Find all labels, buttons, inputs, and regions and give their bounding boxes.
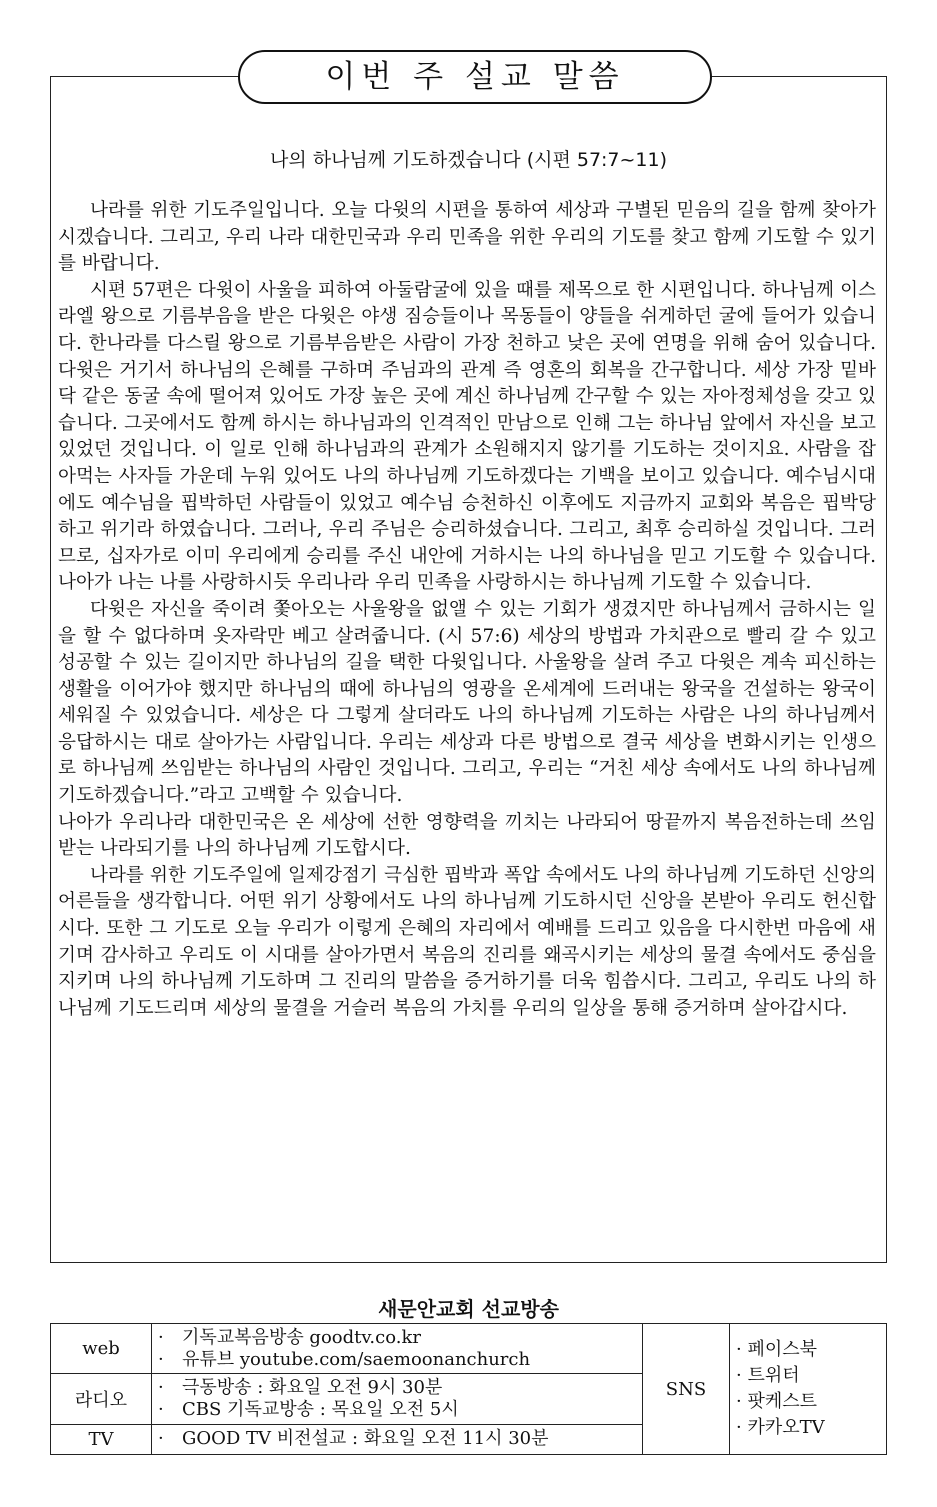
list-item [158, 1327, 636, 1349]
list-item [158, 1349, 636, 1371]
item-text: 극동방송 : 화요일 오전 9시 30분 [182, 1377, 443, 1399]
sermon-paragraph: 시편 57편은 다윗이 사울을 피하여 아둘람굴에 있을 때를 제목으로 한 시편입니다. 하나님께 이스라엘 왕으로 기름부음을 받은 다윗은 야생 짐승들이나 목동들이 양들을 쉬게하던 굴에 들어가 있습니다. 한나라를 다스릴 왕으로 기름부음받은 사람이 가장 천하고 낮은 곳에 연명을 위해 숨어 있습니다. 다윗은 거기서 하나님의 은혜를 구하며 주님과의 관계 즉 영혼의 회복을 간구합니다. 세상 가장 밑바닥 같은 동굴 속에 떨어져 있어도 가장 높은 곳에 계신 하나님께 간구할 수 있는 자아정체성을 갖고 있습니다. 그곳에서도 함께 하시는 하나님과의 인격적인 만남으로 인해 그는 하나님 앞에서 자신을 보고 있었던 것입니다. 이 일로 인해 하나님과의 관계가 소원해지지 않기를 기도하는 것이지요. 사람을 잡아먹는 사자들 가운데 누워 있어도 나의 하나님께 기도하겠다는 기백을 보이고 있습니다. 예수님시대에도 예수님을 핍박하던 사람들이 있었고 예수님 승천하신 이후에도 지금까지 교회와 복음은 핍박당하고 위기라 하였습니다. 그러나, 우리 주님은 승리하셨습니다. 그리고, 최후 승리하실 것입니다. 그러므로, 십자가로 이미 우리에게 승리를 주신 내안에 거하시는 나의 하나님을 믿고 기도할 수 있습니다. 나아가 나는 나를 사랑하시듯 우리나라 우리 민족을 사랑하시는 하나님께 기도할 수 있습니다. [58, 279, 876, 594]
sermon-title: 나의 하나님께 기도하겠습니다 (시편 57:7~11) [269, 149, 668, 171]
sermon-paragraph: 다윗은 자신을 죽이려 쫓아오는 사울왕을 없앨 수 있는 기회가 생겼지만 하나님께서 금하시는 일을 할 수 없다하며 옷자락만 베고 살려줍니다. (시 57:6) 세상의 방법과 가치관으로 빨리 갈 수 있고 성공할 수 있는 길이지만 하나님의 길을 택한 다윗입니다. 사울왕을 살려 주고 다윗은 계속 피신하는 생활을 이어가야 했지만 하나님의 때에 하나님의 영광을 온세계에 드러내는 왕국을 건설하는 왕국이 세워질 수 있었습니다. 세상은 다 그렇게 살더라도 나의 하나님께 기도하는 사람은 나의 하나님께서 응답하시는 대로 살아가는 사람입니다. 우리는 세상과 다른 방법으로 결국 세상을 변화시키는 인생으로 하나님께 쓰임받는 하나님의 사람인 것입니다. 그리고, 우리는 “거친 세상 속에서도 나의 하나님께 기도하겠습니다.”라고 고백할 수 있습니다. [58, 598, 876, 807]
bullet: · [158, 1377, 164, 1399]
sns-item: · 페이스북 [736, 1339, 817, 1360]
table-row [51, 1324, 887, 1374]
sermon-paragraph: 나라를 위한 기도주일에 일제강점기 극심한 핍박과 폭압 속에서도 나의 하나님께 기도하던 신앙의 어른들을 생각합니다. 어떤 위기 상황에서도 나의 하나님께 기도하시던 신앙을 본받아 우리도 헌신합시다. 또한 그 기도로 오늘 우리가 이렇게 은혜의 자리에서 예배를 드리고 있음을 다시한번 마음에 새기며 감사하고 우리도 이 시대를 살아가면서 복음의 진리를 왜곡시키는 세상의 물결 속에서도 중심을 지키며 나의 하나님께 기도하며 그 진리의 말씀을 증거하기를 더욱 힘씁시다. 그리고, 우리도 나의 하나님께 기도드리며 세상의 물결을 거슬러 복음의 가치를 우리의 일상을 통해 증거하며 살아갑시다. [58, 864, 876, 1019]
list-item [158, 1399, 636, 1421]
broadcast-table [50, 1323, 887, 1455]
item-text: 기독교복음방송 goodtv.co.kr [182, 1326, 421, 1348]
bullet: · [158, 1326, 164, 1348]
sermon-body [58, 198, 876, 1022]
list-item [158, 1377, 636, 1399]
list-item [158, 1428, 636, 1450]
broadcast-heading: 새문안교회 선교방송 [378, 1297, 559, 1321]
bullet: · [158, 1399, 164, 1421]
bullet: · [158, 1348, 164, 1370]
sns-label: SNS [643, 1324, 730, 1455]
row-items [152, 1324, 643, 1374]
section-title: 이번 주 설교 말씀 [238, 50, 712, 104]
bullet: · [158, 1428, 164, 1450]
item-text: GOOD TV 비전설교 : 화요일 오전 11시 30분 [182, 1428, 549, 1450]
sns-list [730, 1324, 887, 1455]
row-items [152, 1424, 643, 1454]
row-label: TV [51, 1424, 152, 1454]
sns-item: · 카카오TV [736, 1417, 825, 1438]
row-label: 라디오 [51, 1374, 152, 1424]
row-items [152, 1374, 643, 1424]
item-text: CBS 기독교방송 : 목요일 오전 5시 [182, 1399, 459, 1421]
row-label: web [51, 1324, 152, 1374]
sns-item: · 팟케스트 [736, 1391, 817, 1412]
item-text: 유튜브 youtube.com/saemoonanchurch [182, 1348, 531, 1370]
sermon-paragraph: 나아가 우리나라 대한민국은 온 세상에 선한 영향력을 끼치는 나라되어 땅끝까지 복음전하는데 쓰임받는 나라되기를 나의 하나님께 기도합시다. [58, 811, 876, 860]
sermon-paragraph: 나라를 위한 기도주일입니다. 오늘 다윗의 시편을 통하여 세상과 구별된 믿음의 길을 함께 찾아가시겠습니다. 그리고, 우리 나라 대한민국과 우리 민족을 위한 우리의 기도를 찾고 함께 기도할 수 있기를 바랍니다. [58, 200, 876, 275]
sns-item: · 트위터 [736, 1365, 800, 1386]
